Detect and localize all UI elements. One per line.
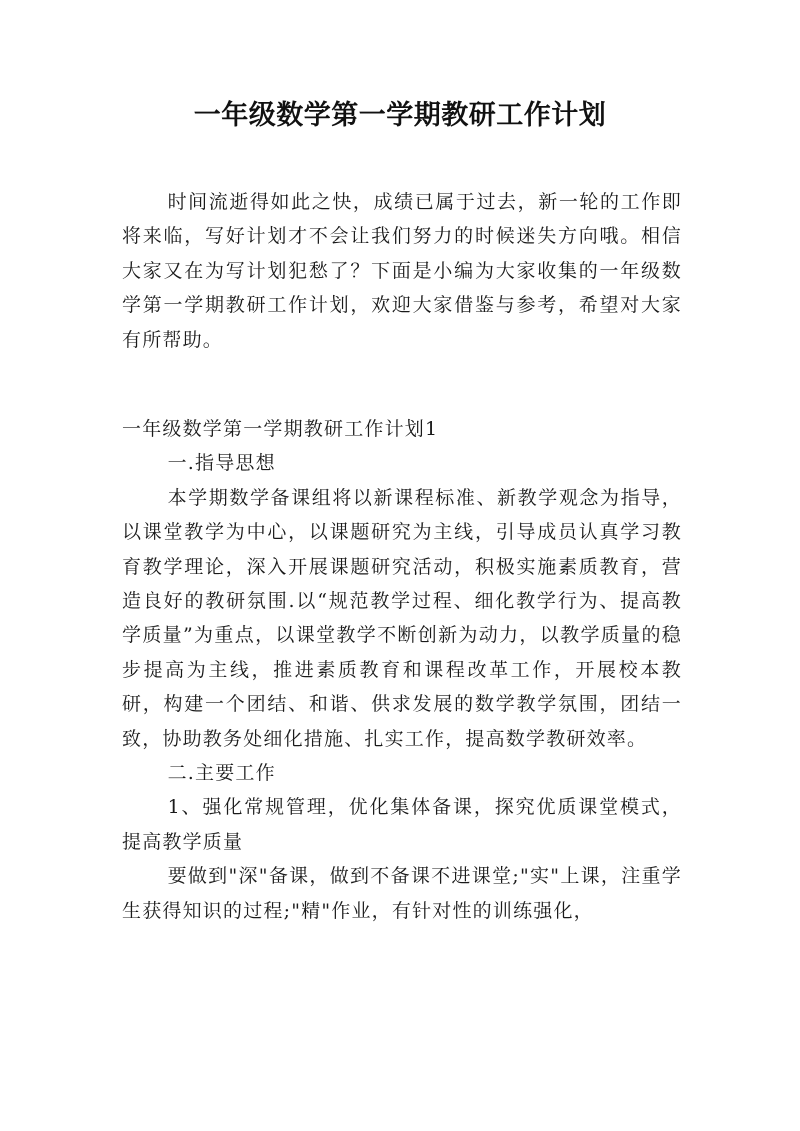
- item1-heading: 1、强化常规管理，优化集体备课，探究优质课堂模式，提高教学质量: [122, 796, 682, 853]
- part1-paragraph: 本学期数学备课组将以新课程标准、新教学观念为指导，以课堂教学为中心，以课题研究为主线，引导成员认真学习教育教学理论，深入开展课题研究活动，积极实施素质教育，营造良好的教研氛围.以“规范教学过程、细化教学行为、提高教学质量”为重点，以课堂教学不断创新为动力，以教学质量的稳步提高为主线，推进素质教育和课程改革工作，开展校本教研，构建一个团结、和谐、供求发展的数学教学氛围，团结一致，协助教务处细化措施、扎实工作，提高数学教研效率。: [122, 486, 682, 750]
- document-title: 一年级数学第一学期教研工作计划: [193, 100, 607, 131]
- part2-heading: 二.主要工作: [167, 762, 276, 785]
- plan-section: [122, 412, 682, 928]
- part1-heading: 一.指导思想: [167, 452, 276, 475]
- intro-paragraph: 时间流逝得如此之快，成绩已属于过去，新一轮的工作即将来临，写好计划才不会让我们努力的时候迷失方向哦。相信大家又在为写计划犯愁了？下面是小编为大家收集的一年级数学第一学期教研工作计划，欢迎大家借鉴与参考，希望对大家有所帮助。: [122, 191, 682, 351]
- intro-section: [122, 185, 682, 357]
- item1-paragraph: 要做到"深"备课，做到不备课不进课堂;"实"上课，注重学生获得知识的过程;"精"作业，有针对性的训练强化，: [122, 865, 682, 922]
- section-heading: 一年级数学第一学期教研工作计划1: [122, 418, 439, 440]
